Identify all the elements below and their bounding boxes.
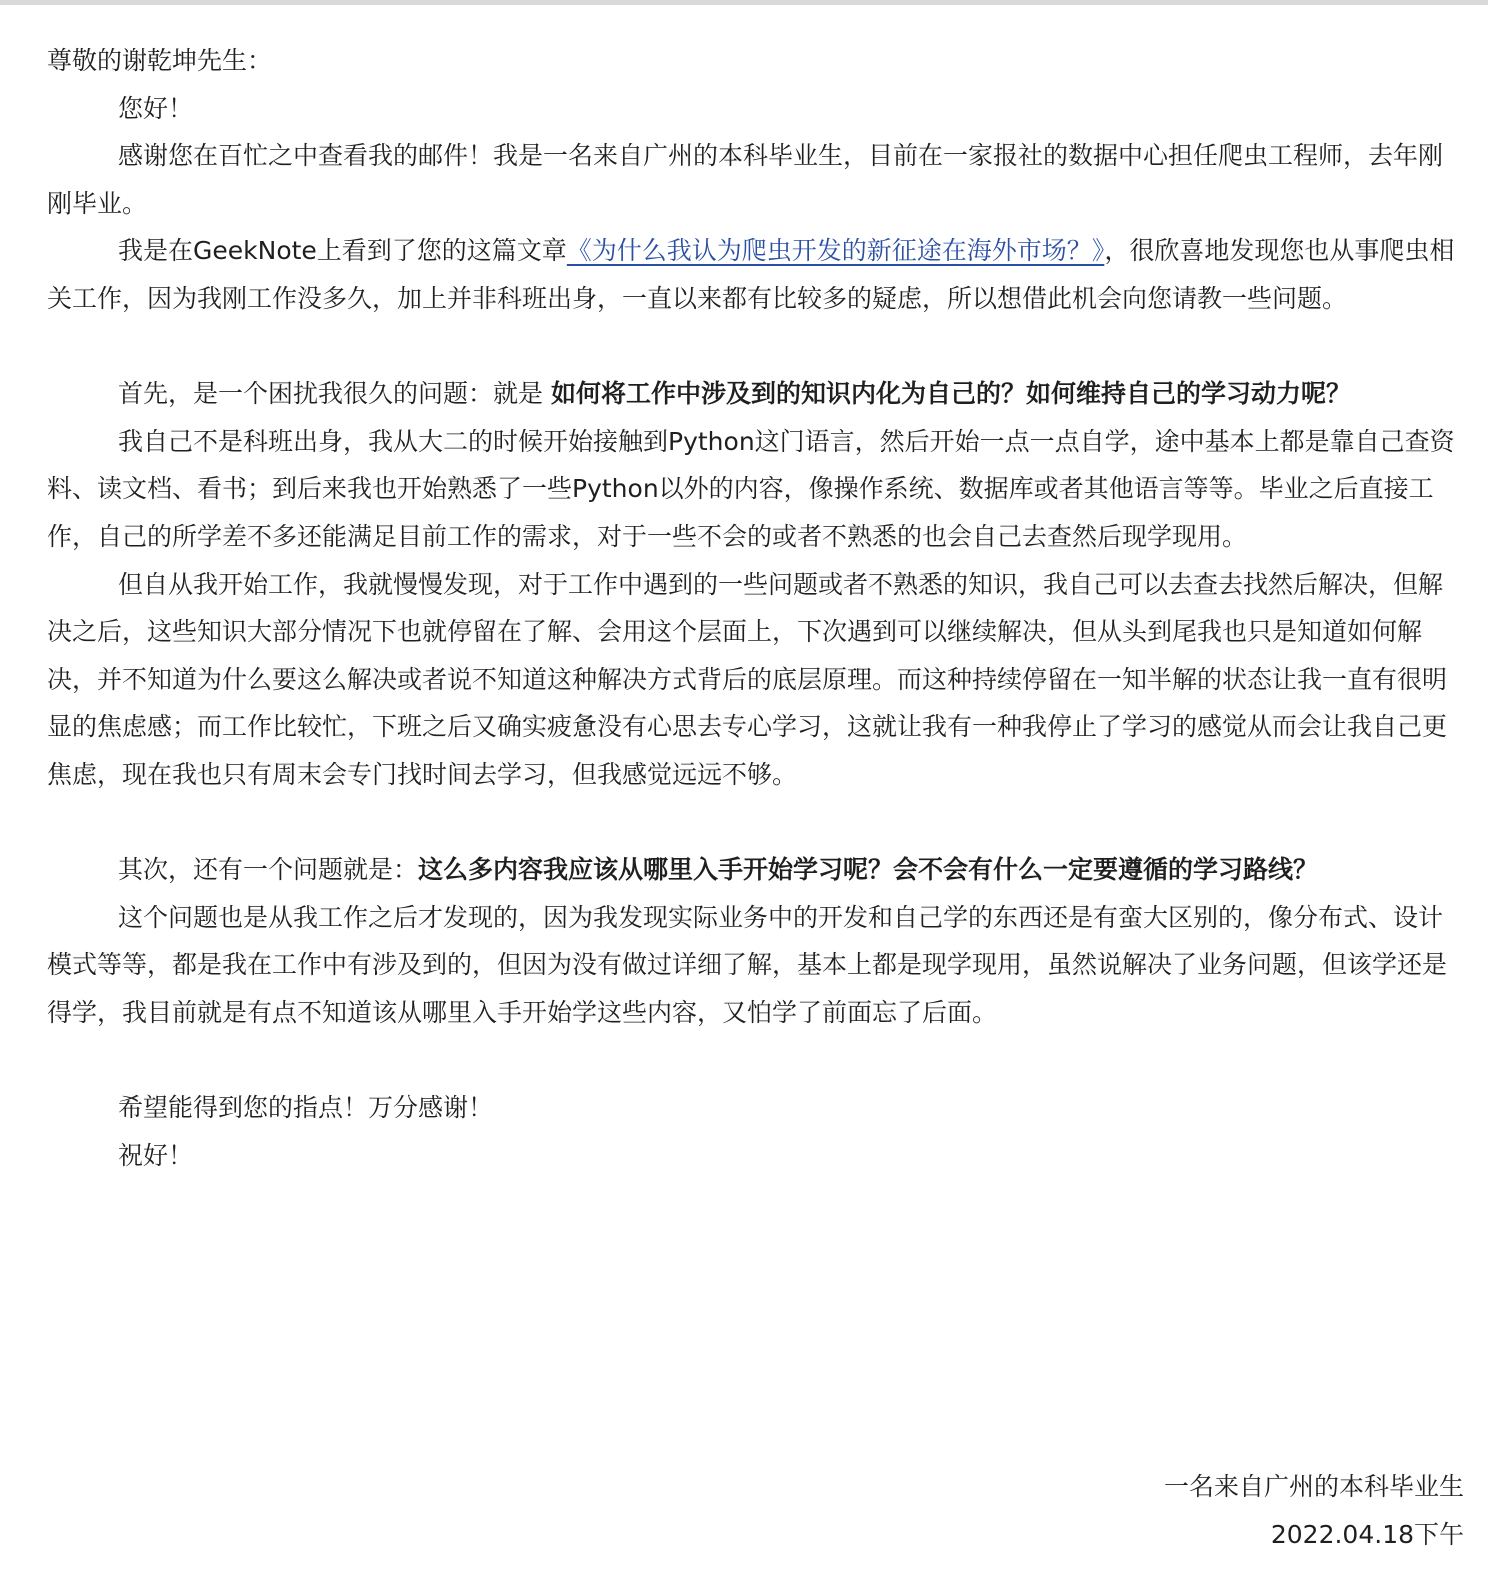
paragraph-article-reference [47, 227, 1461, 322]
wish-line: 祝好！ [118, 1140, 194, 1170]
letter-date: 2022.04.18下午 [1270, 1519, 1464, 1549]
question-two-intro: 其次，还有一个问题就是： [118, 855, 419, 885]
paragraph-learning-path: 这个问题也是从我工作之后才发现的，因为我发现实际业务中的开发和自己学的东西还是有蛮大区别的，像分布式、设计模式等等，都是我在工作中有涉及到的，但因为没有做过详细了解，基本上都是现学现用，虽然说解决了业务问题，但该学还是得学，我目前就是有点不知道该从哪里入手开始学这些内容，又怕学了前面忘了后面。 [47, 902, 1448, 1027]
question-two-bold: 这么多内容我应该从哪里入手开始学习呢？会不会有什么一定要遵循的学习路线？ [418, 855, 1319, 885]
paragraph-anxiety: 但自从我开始工作，我就慢慢发现，对于工作中遇到的一些问题或者不熟悉的知识，我自己可以去查去找然后解决，但解决之后，这些知识大部分情况下也就停留在了解、会用这个层面上，下次遇到可以继续解决，但从头到尾我也只是知道如何解决，并不知道为什么要这么解决或者说不知道这种解决方式背后的底层原理。而这种持续停留在一知半解的状态让我一直有很明显的焦虑感；而工作比较忙，下班之后又确实疲惫没有心思去专心学习，这就让我有一种我停止了学习的感觉从而会让我自己更焦虑，现在我也只有周末会专门找时间去学习，但我感觉远远不够。 [47, 569, 1448, 789]
salutation: 尊敬的谢乾坤先生： [47, 46, 273, 75]
article-link[interactable]: 《为什么我认为爬虫开发的新征途在海外市场？》 [566, 236, 1105, 266]
paragraph-article-text-before: 我是在GeekNote上看到了您的这篇文章 [118, 236, 567, 266]
signature: 一名来自广州的本科毕业生 [1163, 1472, 1464, 1501]
question-one-bold: 如何将工作中涉及到的知识内化为自己的？如何维持自己的学习动力呢？ [550, 379, 1351, 409]
signature-block [1164, 1463, 1464, 1558]
hope-line: 希望能得到您的指点！万分感谢！ [118, 1093, 494, 1123]
letter-body [47, 37, 1461, 1179]
greeting: 您好！ [118, 93, 194, 123]
question-one [47, 370, 1461, 418]
paragraph-article-text-after: ，很欣喜地发现您也从事爬虫相关工作，因为我刚工作没多久，加上并非科班出身，一直以来都有比较多的疑虑，所以想借此机会向您请教一些问题。 [47, 236, 1455, 313]
question-one-intro: 首先，是一个困扰我很久的问题：就是 [118, 379, 551, 409]
paragraph-background: 我自己不是科班出身，我从大二的时候开始接触到Python这门语言，然后开始一点一点自学，途中基本上都是靠自己查资料、读文档、看书；到后来我也开始熟悉了一些Python以外的内容，像操作系统、数据库或者其他语言等等。毕业之后直接工作，自己的所学差不多还能满足目前工作的需求，对于一些不会的或者不熟悉的也会自己去查然后现学现用。 [47, 426, 1455, 551]
question-two [47, 846, 1461, 894]
paragraph-intro: 感谢您在百忙之中查看我的邮件！我是一名来自广州的本科毕业生，目前在一家报社的数据中心担任爬虫工程师，去年刚刚毕业。 [47, 141, 1444, 218]
top-divider [0, 0, 1488, 5]
